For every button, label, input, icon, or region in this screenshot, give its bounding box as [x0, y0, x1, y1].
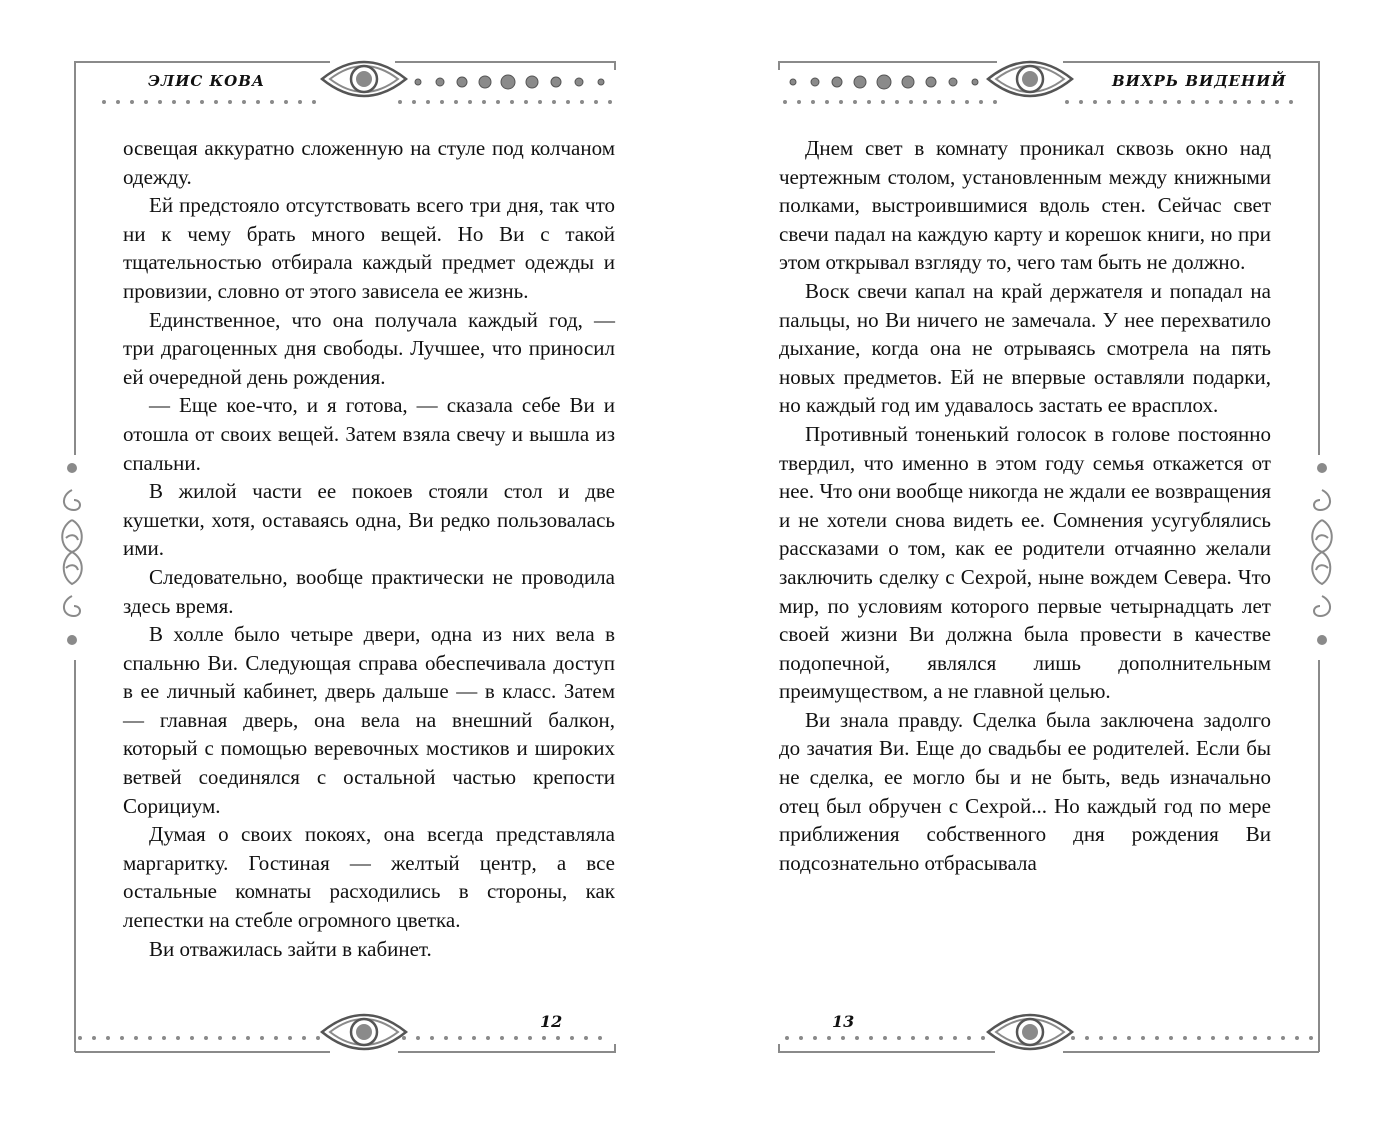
dot-chain: [415, 75, 604, 89]
page-number: 13: [832, 1012, 855, 1031]
paragraph: Днем свет в комнату проникал сквозь окно над чертежным столом, установленным между книжными полками, выстроившимися вдоль стен. Сейчас свет свечи падал на каждую карту и корешок книги, но при этом открывал взгляду то, чего там быть не должно.: [779, 136, 1271, 275]
eye-icon: [988, 62, 1072, 96]
paragraph: В жилой части ее покоев стояли стол и две кушетки, хотя, оставаясь одна, Ви редко пользовалась ими.: [123, 479, 615, 561]
eye-icon: [322, 62, 406, 96]
right-page: [697, 0, 1394, 1125]
frame-top-right-line: [1063, 62, 1319, 70]
frame-top-left-line: [75, 62, 330, 70]
frame-bottom-right-line: [398, 1044, 615, 1052]
frame-top-right-line: [395, 62, 615, 70]
right-page-body: [779, 134, 1271, 877]
running-head-title: ВИХРЬ ВИДЕНИЙ: [1112, 72, 1287, 90]
swirl-flourish: [1312, 463, 1332, 645]
dot-chain: [790, 75, 978, 89]
running-head-author: ЭЛИС КОВА: [148, 72, 266, 90]
paragraph: Думая о своих покоях, она всегда представляла маргаритку. Гостиная — желтый центр, а все остальные комнаты расходились в стороны, как лепестки на стебле огромного цветка.: [123, 822, 615, 933]
dotted-rule-top: [783, 100, 1293, 104]
paragraph: В холле было четыре двери, одна из них вела в спальню Ви. Следующая справа обеспечивала доступ в ее личный кабинет, дверь дальше — в класс. Затем — главная дверь, она вела на внешний балкон, который с помощью веревочных мостиков и широких ветвей соединялся с остальной частью крепости Сорициум.: [123, 622, 615, 818]
paragraph: Воск свечи капал на край держателя и попадал на пальцы, но Ви ничего не замечала. У нее перехватило дыхание, когда она не отрываясь смотрела на пять новых предметов. Ей не впервые оставляли подарки, но каждый год им удавалось застать ее врасплох.: [779, 278, 1271, 418]
frame-bottom-left-line: [779, 1044, 995, 1052]
paragraph: — Еще кое-что, и я готова, — сказала себе Ви и отошла от своих вещей. Затем взяла свечу и вышла из спальни.: [123, 393, 615, 475]
dotted-rule-top: [102, 100, 612, 104]
paragraph: Ей предстояло отсутствовать всего три дня, так что ни к чему брать много вещей. Но Ви с такой тщательностью отбирала каждый предмет одежды и провизии, словно от этого зависела ее жизнь.: [123, 193, 615, 303]
left-page-body: [123, 134, 615, 963]
paragraph: Ви знала правду. Сделка была заключена задолго до зачатия Ви. Еще до свадьбы ее родителей. Если бы не сделка, ее могло бы и не быть, ведь изначально отец был обручен с Сехрой... Но каждый год по мере приближения собственного дня рождения Ви подсознательно отбрасывала: [779, 707, 1271, 875]
eye-icon: [988, 1015, 1072, 1049]
paragraph: Противный тоненький голосок в голове постоянно твердил, что именно в этом году семья откажется от нее. Что они вообще никогда не ждали ее возвращения и не хотели снова видеть ее. Сомнения усугублялись рассказами о том, как ее родители отчаянно желали заключить сделку с Сехрой, ныне вождем Севера. Что мир, по условиям которого первые четырнадцать лет своей жизни Ви должна была провести в качестве подопечной, являлся лишь дополнительным преимуществом, а не главной целью.: [779, 421, 1271, 704]
eye-icon: [322, 1015, 406, 1049]
page-number: 12: [540, 1012, 563, 1031]
paragraph: Ви отважилась зайти в кабинет.: [149, 936, 432, 961]
paragraph: Единственное, что она получала каждый год, — три драгоценных дня свободы. Лучшее, что приносил ей очередной день рождения.: [123, 307, 615, 389]
paragraph: освещая аккуратно сложенную на стуле под колчаном одежду.: [123, 136, 615, 189]
frame-top-left-line: [779, 62, 997, 70]
swirl-flourish: [62, 463, 82, 645]
paragraph: Следовательно, вообще практически не проводила здесь время.: [123, 564, 615, 618]
